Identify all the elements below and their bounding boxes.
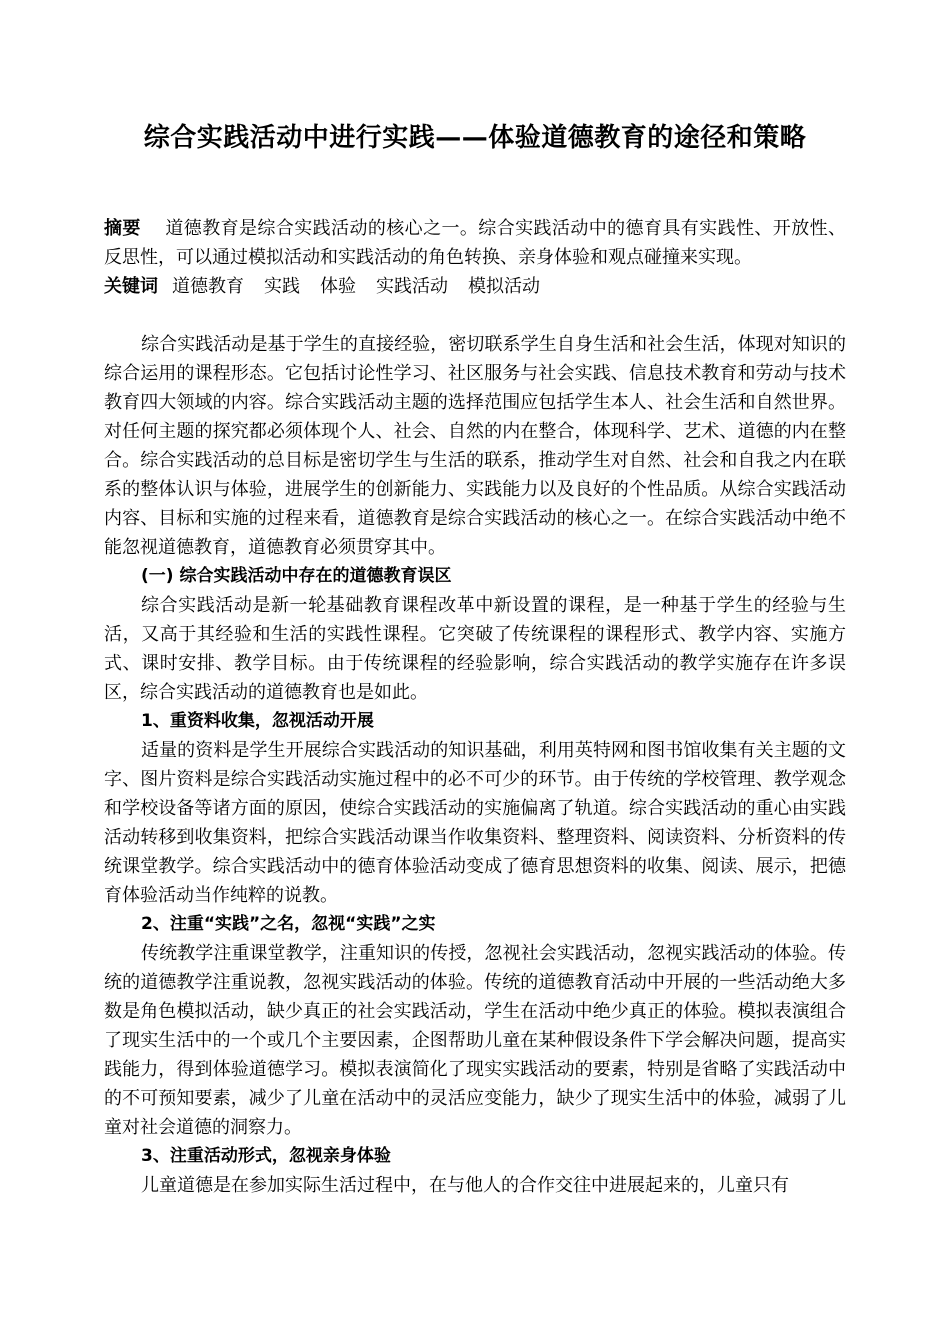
point-paragraph: 儿童道德是在参加实际生活过程中，在与他人的合作交往中进展起来的，儿童只有: [141, 1175, 789, 1196]
keyword-item: 道德教育: [172, 276, 244, 297]
keywords-label: 关键词: [104, 276, 158, 297]
point-paragraph: 传统教学注重课堂教学，注重知识的传授，忽视社会实践活动，忽视实践活动的体验。传统的道德教学注重说教，忽视实践活动的体验。传统的道德教育活动中开展的一些活动绝大多数是角色模拟活动，缺少真正的社会实践活动，学生在活动中绝少真正的体验。模拟表演组合了现实生活中的一个或几个主要因素，企图帮助儿童在某种假设条件下学会解决问题，提高实践能力，得到体验道德学习。模拟表演简化了现实实践活动的要素，特别是省略了实践活动中的不可预知要素，减少了儿童在活动中的灵活应变能力，缺少了现实生活中的体验，减弱了儿童对社会道德的洞察力。: [104, 943, 846, 1138]
intro-paragraph: 综合实践活动是基于学生的直接经验，密切联系学生自身生活和社会生活，体现对知识的综合运用的课程形态。它包括讨论性学习、社区服务与社会实践、信息技术教育和劳动与技术教育四大领域的内容。综合实践活动主题的选择范围应包括学生本人、社会生活和自然世界。对任何主题的探究都必须体现个人、社会、自然的内在整合，体现科学、艺术、道德的内在整合。综合实践活动的总目标是密切学生与生活的联系，推动学生对自然、社会和自我之内在联系的整体认识与体验，进展学生的创新能力、实践能力以及良好的个性品质。从综合实践活动内容、目标和实施的过程来看，道德教育是综合实践活动的核心之一。在综合实践活动中绝不能忽视道德教育，道德教育必须贯穿其中。: [104, 334, 846, 558]
section-heading: (一) 综合实践活动中存在的道德教育误区: [141, 566, 452, 586]
point-paragraph: 适量的资料是学生开展综合实践活动的知识基础，利用英特网和图书馆收集有关主题的文字、图片资料是综合实践活动实施过程中的必不可少的环节。由于传统的学校管理、教学观念和学校设备等诸方面的原因，使综合实践活动的实施偏离了轨道。综合实践活动的重心由实践活动转移到收集资料，把综合实践活动课当作收集资料、整理资料、阅读资料、分析资料的传统课堂教学。综合实践活动中的德育体验活动变成了德育思想资料的收集、阅读、展示，把德育体验活动当作纯粹的说教。: [104, 740, 846, 906]
section-paragraph: 综合实践活动是新一轮基础教育课程改革中新设置的课程，是一种基于学生的经验与生活，又高于其经验和生活的实践性课程。它突破了传统课程的课程形式、教学内容、实施方式、课时安排、教学目标。由于传统课程的经验影响，综合实践活动的教学实施存在许多误区，综合实践活动的道德教育也是如此。: [104, 595, 846, 703]
point-heading: 1、重资料收集，忽视活动开展: [141, 711, 374, 731]
point-heading: 3、注重活动形式，忽视亲身体验: [141, 1146, 391, 1166]
keyword-item: 实践活动: [376, 276, 448, 297]
keyword-item: 体验: [320, 276, 356, 297]
blank-line: [104, 301, 846, 330]
keyword-item: 模拟活动: [468, 276, 540, 297]
keywords: [104, 272, 846, 301]
document-body: [104, 214, 846, 1200]
abstract: [104, 214, 846, 272]
abstract-text: 道德教育是综合实践活动的核心之一。综合实践活动中的德育具有实践性、开放性、反思性，可以通过模拟活动和实践活动的角色转换、亲身体验和观点碰撞来实现。: [104, 218, 847, 268]
point-heading: 2、注重“实践”之名，忽视“实践”之实: [141, 914, 436, 934]
abstract-label: 摘要: [104, 218, 141, 239]
document-title: 综合实践活动中进行实践——体验道德教育的途径和策略: [143, 123, 807, 153]
keyword-item: 实践: [264, 276, 300, 297]
